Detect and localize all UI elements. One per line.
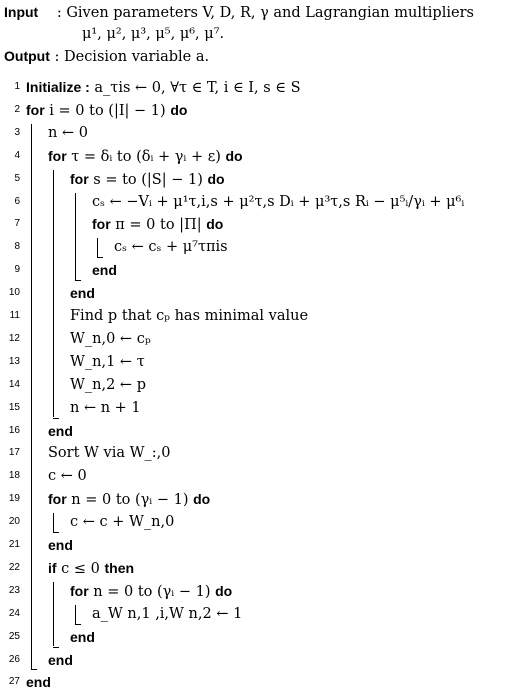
line-number: 23: [8, 584, 20, 596]
keyword: Initialize :: [26, 79, 90, 95]
line-text: τ = δᵢ to (δᵢ + γᵢ + ε): [66, 148, 226, 165]
algorithm-line: [70, 374, 146, 396]
algorithm-line: [70, 328, 151, 350]
algorithm-line: [48, 534, 73, 556]
line-text: n = 0 to (γᵢ − 1): [88, 583, 216, 600]
line-number: 19: [8, 493, 20, 505]
algorithm-line: [26, 99, 187, 121]
output-label: Output: [4, 48, 50, 64]
block-guide-line: [97, 238, 98, 257]
line-number: 2: [14, 103, 20, 115]
keyword: end: [92, 262, 117, 279]
line-number: 5: [14, 172, 20, 184]
block-guide-hook: [53, 418, 59, 419]
line-text: W_n,0 ← cₚ: [70, 330, 151, 347]
output-text: Decision variable a.: [63, 49, 210, 65]
line-text: n ← n + 1: [70, 399, 141, 416]
line-number: 10: [8, 287, 20, 299]
line-number: 1: [14, 81, 20, 92]
line-number: 9: [14, 264, 20, 276]
algorithm-line: [70, 511, 174, 533]
algorithm-line: [70, 305, 308, 327]
algorithm-line: [70, 168, 225, 190]
keyword: do: [207, 170, 225, 187]
line-number: 13: [8, 355, 20, 367]
algorithm-line: [48, 122, 88, 144]
line-number: 8: [14, 241, 20, 253]
keyword: for: [70, 582, 89, 599]
keyword: end: [26, 674, 51, 691]
block-guide-line: [53, 582, 54, 647]
input-text-line1: Given parameters V, D, R, γ and Lagrangian multipliers: [66, 5, 474, 21]
algorithm-line: [70, 626, 95, 648]
line-number: 18: [8, 470, 20, 482]
keyword: do: [225, 147, 243, 164]
keyword: for: [92, 216, 111, 233]
algorithm-line: [92, 259, 117, 281]
line-text: s = to (|S| − 1): [88, 171, 208, 188]
line-number: 20: [8, 516, 20, 528]
line-number: 24: [8, 607, 20, 619]
line-text: a_τis ← 0, ∀τ ∈ T, i ∈ I, s ∈ S: [89, 80, 301, 96]
line-text: n ← 0: [48, 124, 88, 141]
keyword: for: [48, 491, 67, 508]
line-text: c ← c + W_n,0: [70, 514, 175, 531]
line-text: W_n,1 ← τ: [70, 353, 145, 370]
algorithm-line: [92, 213, 223, 235]
algorithm-line: [48, 442, 171, 464]
block-guide-hook: [75, 280, 81, 281]
line-number: 12: [8, 332, 20, 344]
line-number: 4: [14, 149, 20, 161]
input-separator: :: [56, 5, 62, 21]
keyword: do: [215, 582, 233, 599]
line-text: W_n,2 ← p: [70, 376, 146, 393]
line-text: cₛ ← cₛ + μ⁷τπis: [114, 239, 228, 256]
algorithm-line: [70, 351, 145, 373]
algorithm-line: [48, 420, 73, 442]
line-text: c ← 0: [48, 468, 87, 485]
line-number: 11: [9, 310, 20, 321]
line-text: Find p that cₚ has minimal value: [70, 308, 309, 324]
algorithm-line: [70, 282, 95, 304]
keyword: do: [170, 101, 188, 118]
line-number: 22: [8, 561, 20, 573]
line-text: π = 0 to |Π|: [110, 217, 207, 234]
output-separator: :: [54, 49, 60, 65]
keyword: end: [48, 422, 73, 439]
line-number: 17: [8, 447, 20, 459]
algorithm-line: [70, 397, 141, 419]
line-number: 7: [14, 218, 20, 230]
keyword: for: [70, 170, 89, 187]
algorithm-line: [48, 145, 243, 167]
block-guide-hook: [53, 532, 59, 533]
keyword: end: [48, 537, 73, 553]
line-number: 21: [8, 539, 20, 550]
keyword: end: [70, 628, 95, 645]
keyword: end: [48, 651, 73, 668]
line-number: 6: [14, 195, 20, 207]
input-header: [4, 2, 474, 23]
keyword: for: [26, 101, 45, 118]
keyword: then: [104, 559, 135, 576]
algorithm-line: [48, 557, 134, 579]
input-text-line2: μ¹, μ², μ³, μ⁵, μ⁶, μ⁷.: [82, 26, 225, 42]
block-guide-line: [53, 170, 54, 418]
line-text: n = 0 to (γᵢ − 1): [66, 492, 194, 509]
line-number: 14: [8, 378, 20, 390]
block-guide-hook: [31, 669, 37, 670]
algorithm-line: [70, 580, 232, 602]
line-number: 26: [8, 653, 20, 665]
algorithm-line: [92, 603, 242, 625]
block-guide-hook: [75, 624, 81, 625]
block-guide-hook: [97, 257, 103, 258]
algorithm-line: [92, 191, 464, 213]
input-continuation: [82, 24, 224, 44]
algorithm-line: [48, 649, 73, 671]
keyword: for: [48, 147, 67, 164]
line-text: a_W n,1 ,i,W n,2 ← 1: [92, 605, 243, 622]
input-label: Input: [4, 4, 39, 20]
line-number: 16: [8, 424, 20, 436]
block-guide-line: [31, 124, 32, 670]
keyword: do: [206, 216, 224, 233]
algorithm-line: [48, 488, 210, 510]
keyword: if: [48, 559, 57, 576]
line-text: i = 0 to (|I| − 1): [44, 102, 171, 119]
output-header: [4, 46, 209, 67]
line-text: Sort W via W_:,0: [48, 445, 171, 462]
algorithm-line: [48, 465, 87, 487]
line-number: 25: [8, 630, 20, 642]
algorithm-line: [26, 671, 51, 693]
keyword: do: [193, 491, 211, 508]
line-number: 3: [14, 126, 20, 138]
block-guide-line: [53, 513, 54, 532]
keyword: end: [70, 285, 95, 302]
line-text: cₛ ← −Vᵢ + μ¹τ,i,s + μ²τ,s Dᵢ + μ³τ,s Rᵢ − μ⁵ᵢ/γᵢ + μ⁶ᵢ: [92, 193, 465, 210]
block-guide-hook: [53, 647, 59, 648]
block-guide-line: [75, 605, 76, 624]
line-text: c ≤ 0: [56, 560, 105, 577]
line-number: 27: [8, 676, 20, 688]
algorithm-line: [26, 76, 301, 98]
line-number: 15: [8, 401, 20, 413]
algorithm-line: [114, 236, 228, 258]
block-guide-line: [75, 193, 76, 281]
